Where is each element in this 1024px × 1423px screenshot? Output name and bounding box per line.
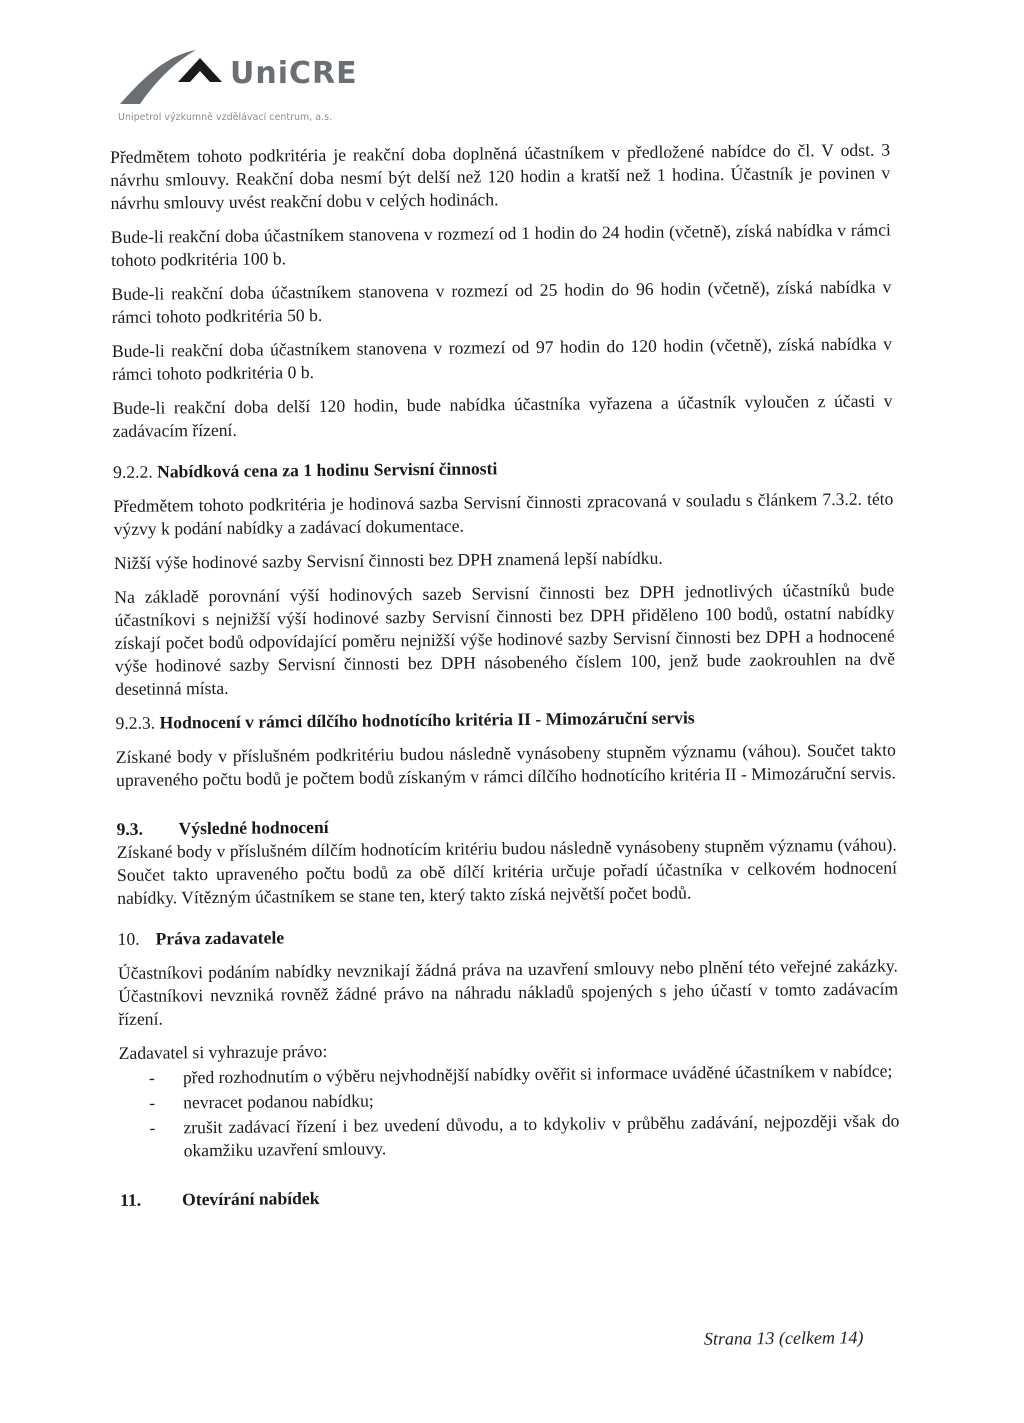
paragraph: Bude-li reakční doba účastníkem stanovena v rozmezí od 25 hodin do 96 hodin (včetně), získá nabídka v rámci tohoto podkritéria 50 b.: [111, 276, 892, 327]
section-title: Výsledné hodnocení: [178, 816, 329, 839]
paragraph: Předmětem tohoto podkritéria je reakční doba doplněná účastníkem v předložené nabídce do čl. V odst. 3 návrhu smlouvy. Reakční doba nesmí být delší než 120 hodin a kratší než 1 hodina. Účastník je povinen v návrhu smlouvy uvést reakční dobu v celých hodinách.: [110, 139, 891, 213]
section-title: Nabídková cena za 1 hodinu Servisní činnosti: [157, 458, 498, 482]
section-number: 9.2.3.: [115, 712, 156, 733]
paragraph: Nižší výše hodinové sazby Servisní činnosti bez DPH znamená lepší nabídku.: [113, 547, 663, 573]
company-logo: [118, 44, 438, 124]
page-number: Strana 13 (celkem 14): [703, 1327, 864, 1349]
list-item: - nevracet podanou nabídku;: [119, 1084, 899, 1114]
logo-wordmark: UniCRE: [230, 56, 358, 91]
section-heading-9-2-3: [115, 704, 895, 734]
section-heading-10: [118, 920, 898, 950]
section-number: 10.: [117, 928, 140, 949]
paragraph: Bude-li reakční doba účastníkem stanovena v rozmezí od 97 hodin do 120 hodin (včetně), získá nabídka v rámci tohoto podkritéria 0 b.: [111, 333, 893, 384]
list-item: - před rozhodnutím o výběru nejvhodnější nabídky ověřit si informace uváděné účastníkem v nabídce;: [119, 1059, 899, 1089]
logo-subtitle: Unipetrol výzkumně vzdělávací centrum, a.s.: [118, 112, 333, 123]
paragraph: Bude-li reakční doba delší 120 hodin, bude nabídka účastníka vyřazena a účastník vyloučen z účasti v zadávacím řízení.: [112, 390, 893, 441]
section-number: 9.3.: [116, 818, 144, 839]
section-title: Otevírání nabídek: [182, 1188, 320, 1210]
section-title: Hodnocení v rámci dílčího hodnotícího kritéria II - Mimozáruční servis: [159, 707, 695, 733]
paragraph: Účastníkovi podáním nabídky nevznikají žádná práva na uzavření smlouvy nebo plnění této veřejné zakázky. Účastníkovi nevzniká rovněž žádné právo na náhradu nákladů spojených s jeho účastí v tomto zadávacím řízení.: [117, 955, 899, 1029]
section-number: 11.: [120, 1189, 142, 1210]
logo-swoosh-icon: [118, 44, 228, 106]
document-body: [110, 139, 900, 1223]
section-heading-9-2-2: [113, 453, 893, 483]
section-heading-11: [120, 1181, 900, 1211]
list-item: - zrušit zadávací řízení i bez uvedení důvodu, a to kdykoliv v průběhu zadávání, nejpozději však do okamžiku uzavření smlouvy.: [119, 1109, 899, 1162]
paragraph: Předmětem tohoto podkritéria je hodinová sazba Servisní činnosti zpracovaná v souladu s článkem 7.3.2. této výzvy k podání nabídky a zadávací dokumentace.: [113, 488, 894, 539]
paragraph: Získané body v příslušném podkritériu budou následně vynásobeny stupněm významu (váhou). Součet takto upraveného počtu bodů je počtem bodů získaným v rámci dílčího hodnotícího kritéria II - Mimozáruční servis.: [115, 739, 896, 790]
rights-list: [119, 1059, 900, 1162]
paragraph: Zadavatel si vyhrazuje právo:: [118, 1040, 328, 1063]
section-title: Práva zadavatele: [155, 927, 285, 949]
paragraph: Na základě porovnání výší hodinových sazeb Servisní činnosti bez DPH jednotlivých účastníků bude účastníkovi s nejnižší výší hodinové sazby Servisní činnosti bez DPH přiděleno 100 bodů, ostatní nabídky získají počet bodů odpovídající poměru nejnižší výše hodinové sazby Servisní činnosti bez DPH a hodnocené výše hodinové sazby Servisní činnosti bez DPH násobeného číslem 100, jenž bude zaokrouhlen na dvě desetinná místa.: [114, 579, 896, 699]
paragraph: Bude-li reakční doba účastníkem stanovena v rozmezí od 1 hodin do 24 hodin (včetně), získá nabídka v rámci tohoto podkritéria 100 b.: [110, 219, 891, 270]
paragraph: Získané body v příslušném dílčím hodnotícím kritériu budou následně vynásobeny stupněm významu (váhou). Součet takto upraveného počtu bodů za obě dílčí kritéria určuje pořadí účastníka v celkovém hodnocení nabídky. Vítězným účastníkem se stane ten, který takto získá největší počet bodů.: [116, 834, 898, 908]
section-number: 9.2.2.: [113, 461, 153, 482]
